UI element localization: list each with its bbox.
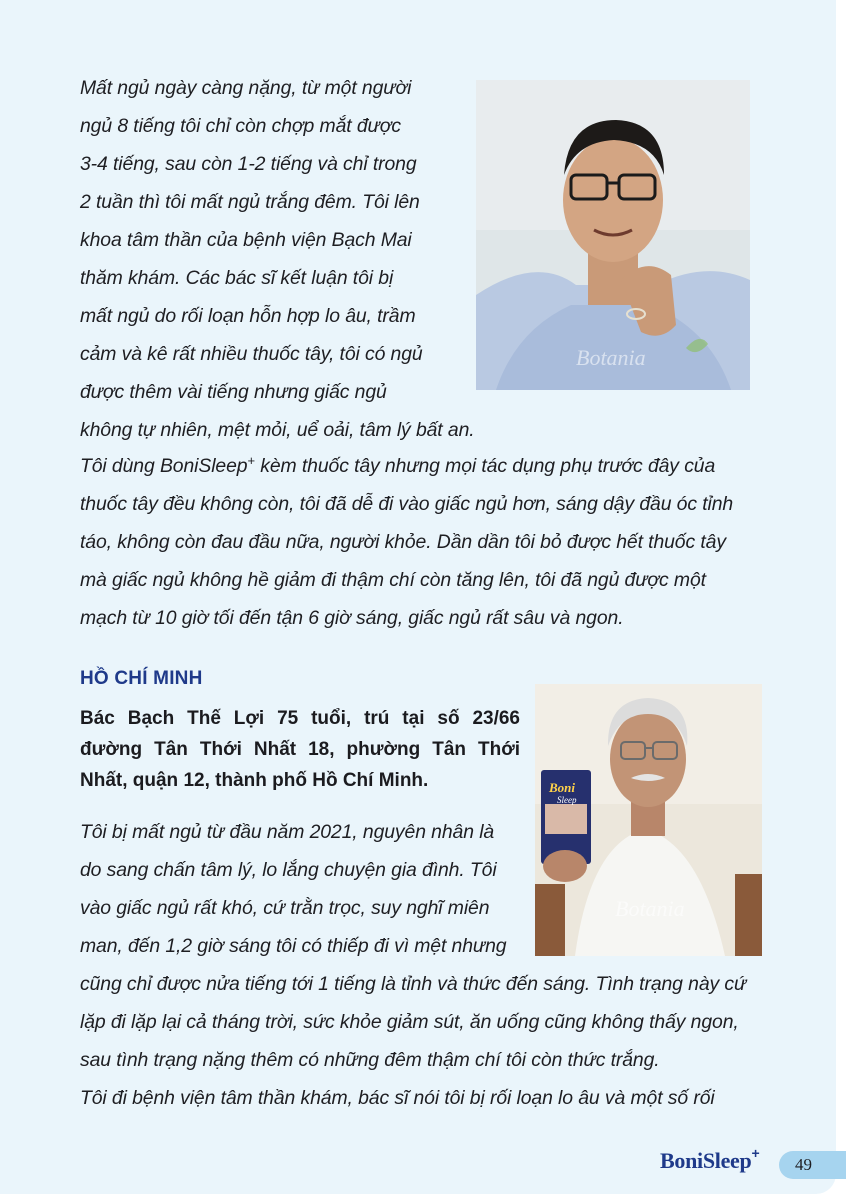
man-portrait-image [476, 80, 750, 390]
text-line: mạch từ 10 giờ tối đến tận 6 giờ sáng, giấc ngủ rất sâu và ngon. [80, 607, 624, 629]
story-paragraph-3 [80, 813, 746, 1117]
person-info [80, 703, 520, 796]
watermark-text: Botania [576, 345, 646, 370]
text-line: sau tình trạng nặng thêm có những đêm thậm chí tôi còn thức trắng. [80, 1049, 660, 1071]
text-line: Mất ngủ ngày càng nặng, từ một người [80, 77, 412, 99]
brand-logo-text: BoniSleep [660, 1148, 752, 1173]
brand-logo-plus: + [751, 1145, 760, 1161]
text-line: cảm và kê rất nhiều thuốc tây, tôi có ngủ [80, 343, 423, 365]
testimonial-photo-man [476, 80, 750, 390]
text-line: thăm khám. Các bác sĩ kết luận tôi bị [80, 267, 394, 289]
brand-plus-mark: + [247, 453, 255, 468]
story-paragraph-2 [80, 447, 733, 637]
text-line: 2 tuần thì tôi mất ngủ trắng đêm. Tôi lên [80, 191, 420, 213]
brand-mention: Tôi dùng BoniSleep [80, 455, 248, 477]
person-info-line: đường Tân Thới Nhất 18, phường Tân Thới [80, 739, 520, 760]
text-line: không tự nhiên, mệt mỏi, uể oải, tâm lý bất an. [80, 419, 475, 441]
text-line [80, 447, 733, 485]
text-line: vào giấc ngủ rất khó, cứ trằn trọc, suy nghĩ miên [80, 897, 490, 919]
text-line: man, đến 1,2 giờ sáng tôi có thiếp đi vì mệt nhưng [80, 935, 507, 957]
text-line: khoa tâm thần của bệnh viện Bạch Mai [80, 229, 412, 251]
text-line: do sang chấn tâm lý, lo lắng chuyện gia đình. Tôi [80, 859, 497, 881]
story-paragraph-1 [80, 69, 475, 449]
text-line: 3-4 tiếng, sau còn 1-2 tiếng và chỉ trong [80, 153, 417, 175]
text-line: táo, không còn đau đầu nữa, người khỏe. Dần dần tôi bỏ được hết thuốc tây [80, 531, 726, 553]
text-line: mà giấc ngủ không hề giảm đi thậm chí còn tăng lên, tôi đã ngủ được một [80, 569, 706, 591]
product-box-brand: Boni [549, 780, 576, 795]
text-line: mất ngủ do rối loạn hỗn hợp lo âu, trầm [80, 305, 416, 327]
person-info-line: Nhất, quận 12, thành phố Hồ Chí Minh. [80, 770, 429, 791]
product-box-sub: Sleep [557, 795, 577, 805]
section-heading-city: HỒ CHÍ MINH [80, 668, 203, 689]
text-line: lặp đi lặp lại cả tháng trời, sức khỏe giảm sút, ăn uống cũng không thấy ngon, [80, 1011, 739, 1033]
text-fragment: kèm thuốc tây nhưng mọi tác dụng phụ trước đây của [254, 455, 716, 477]
page-number: 49 [795, 1155, 812, 1174]
text-line: Tôi đi bệnh viện tâm thần khám, bác sĩ nói tôi bị rối loạn lo âu và một số rối [80, 1087, 715, 1109]
text-line: thuốc tây đều không còn, tôi đã dễ đi vào giấc ngủ hơn, sáng dậy đầu óc tỉnh [80, 493, 734, 515]
person-info-line: Bác Bạch Thế Lợi 75 tuổi, trú tại số 23/66 [80, 708, 520, 729]
text-line: ngủ 8 tiếng tôi chỉ còn chợp mắt được [80, 115, 401, 137]
page-number-tab [779, 1151, 846, 1179]
brand-logo [660, 1145, 760, 1174]
text-line: Tôi bị mất ngủ từ đầu năm 2021, nguyên nhân là [80, 821, 495, 843]
text-line: cũng chỉ được nửa tiếng tới 1 tiếng là tỉnh và thức đến sáng. Tình trạng này cứ [80, 973, 747, 995]
text-line: được thêm vài tiếng nhưng giấc ngủ [80, 381, 387, 403]
watermark-text: Botania [615, 896, 685, 921]
